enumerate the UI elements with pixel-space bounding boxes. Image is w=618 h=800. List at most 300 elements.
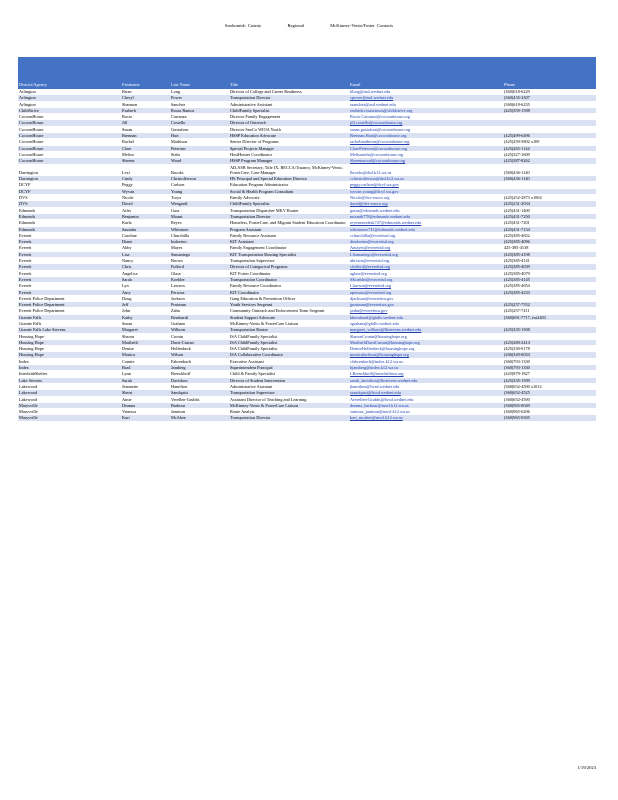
cell-agency: Everett Police Department [18, 295, 121, 301]
cell-firstname: Sherri [121, 390, 170, 396]
cell-firstname: Cheryl [121, 95, 170, 101]
cell-agency: Everett [18, 264, 121, 270]
cell-lastname: Jamison [170, 409, 229, 415]
cell-phone: (425)385-4198 [503, 251, 596, 257]
table-row [18, 415, 596, 421]
cell-lastname: Churchilla [170, 232, 229, 238]
cell-firstname: Rocio [121, 114, 170, 120]
cell-title: Administrative Assistant [229, 383, 349, 389]
cell-firstname: Lexi [121, 164, 170, 176]
cell-agency: CocoonHouse [18, 120, 121, 126]
email-link[interactable]: ssanchez@asd.wednet.edu [350, 101, 396, 107]
email-link[interactable]: Sheenawood@cocoonhouse.org [350, 158, 406, 164]
cell-firstname: Clare [121, 145, 170, 151]
cell-lastname: Hart [170, 133, 229, 139]
cell-agency: Marysville [18, 415, 121, 421]
cell-lastname: Darst-Curran [170, 339, 229, 345]
cell-agency: DCYF [18, 188, 121, 194]
email-link[interactable]: SharonCronin@housinghope.org [350, 333, 407, 339]
column-header-email: Email [349, 57, 503, 89]
email-link[interactable]: nbrown@everettsd.org [350, 258, 390, 264]
email-link[interactable]: cfulford@everettsd.org [350, 264, 391, 270]
cell-lastname: McAbee [170, 415, 229, 421]
cell-lastname: Postman [170, 302, 229, 308]
email-link[interactable]: LBrenckhoff@interfaithwa.org [350, 371, 404, 377]
email-link[interactable]: reyesmendezk747@edmonds.wednet.edu [350, 220, 422, 226]
cell-phone: (360)435-2307 [503, 95, 596, 101]
cell-agency: Housing Hope [18, 333, 121, 339]
cell-firstname: Sheena [121, 158, 170, 164]
cell-agency: Everett [18, 258, 121, 264]
cell-agency: DVS [18, 201, 121, 207]
cell-agency: Index [18, 358, 121, 364]
cell-lastname: Samaniego [170, 251, 229, 257]
cell-firstname: Connie [121, 358, 170, 364]
cell-firstname: Peggy [121, 182, 170, 188]
cell-firstname: Lyn [121, 283, 170, 289]
cell-phone: (425)499-6496 [503, 133, 596, 139]
cell-agency: Arlington [18, 101, 121, 107]
cell-lastname: Wilson [170, 352, 229, 358]
cell-title: Special Projects Manager [229, 145, 349, 151]
cell-phone: (425)879-1827 [503, 371, 596, 377]
email-link[interactable]: sarah_davidson@lkstevens.wednet.edu [350, 377, 418, 383]
cell-title: HS Principal and Special Education Director [229, 176, 349, 182]
cell-lastname: Indovino [170, 239, 229, 245]
cell-lastname: Brenckhoff [170, 371, 229, 377]
cell-lastname: Hamilton [170, 383, 229, 389]
cell-lastname: Gustafson [170, 126, 229, 132]
cell-title: Education Program Administrator [229, 182, 349, 188]
cell-lastname: Jackson [170, 295, 229, 301]
cell-email [349, 164, 503, 176]
cell-phone: (360)652-4525 [503, 390, 596, 396]
cell-title: ISA Collaborative Coordinator [229, 352, 349, 358]
cell-phone: (425)257-7411 [503, 308, 596, 314]
document-title: McKinney-Vento/Foster Contacts [330, 23, 394, 28]
cell-firstname: Lynn [121, 371, 170, 377]
email-link[interactable]: MaribethDarstCurran@housinghope.org [350, 339, 420, 345]
cell-firstname: Shannon [121, 101, 170, 107]
cell-phone: (360)436-1140 [503, 164, 596, 176]
cell-title: ISA ChildFamily Specialist [229, 346, 349, 352]
cell-phone: (425)431-7201 [503, 220, 596, 226]
cell-phone: (425)280-2414 [503, 339, 596, 345]
cell-lastname: Jamberg [170, 365, 229, 371]
cell-agency: Everett [18, 239, 121, 245]
cell-lastname: Whitmore [170, 226, 229, 232]
cell-title: McKinney-Vento & FosterCare Liaison [229, 320, 349, 326]
cell-agency: Lakewood [18, 396, 121, 402]
cell-phone: (425)385-4233 [503, 289, 596, 295]
cell-lastname: Petersen [170, 145, 229, 151]
cell-agency: CocoonHouse [18, 151, 121, 157]
cell-agency: CocoonHouse [18, 114, 121, 120]
table-body [18, 89, 596, 421]
cell-agency: Arlington [18, 95, 121, 101]
cell-title: Director SnoCo WIOA Youth [229, 126, 349, 132]
email-link[interactable]: Amayes@everettsd.org [350, 245, 391, 251]
cell-title: Transportation Director [229, 95, 349, 101]
cell-lastname: Rosas Ramos [170, 107, 229, 113]
cell-agency: Edmonds [18, 213, 121, 219]
cell-agency: Granite Falls [18, 320, 121, 326]
cell-phone: 425-385-4138 [503, 245, 596, 251]
cell-phone: (360)652-4500 [503, 396, 596, 402]
cell-lastname: Young [170, 188, 229, 194]
email-link[interactable]: LSamaniego@everettsd.org [350, 251, 398, 257]
email-link[interactable]: kari_mcabee@msvl.k12.wa.us [350, 415, 403, 421]
email-link[interactable]: vanessa_jamison@msvl.k12.wa.us [350, 409, 410, 415]
cell-title: ChildFamily Specialist [229, 107, 349, 113]
cell-phone: (425)257-7552 [503, 302, 596, 308]
cell-firstname: Abby [121, 245, 170, 251]
cell-title: Director of Outreach [229, 120, 349, 126]
cell-phone: (425)385-4079 [503, 270, 596, 276]
cell-title: Director Family Engagement [229, 114, 349, 120]
cell-phone: (425)359-1598 [503, 107, 596, 113]
cell-firstname: Arlet [121, 207, 170, 213]
cell-lastname: Lawson [170, 283, 229, 289]
email-link[interactable]: cchristofferson@dsd.k12.wa.us [350, 176, 405, 182]
cell-firstname: Chris [121, 264, 170, 270]
cell-phone: (425)385-4141 [503, 258, 596, 264]
cell-phone: (425)330-0178 [503, 346, 596, 352]
cell-firstname: Brian [121, 89, 170, 95]
email-link[interactable]: DeniseHollenbeck@housinghope.org [350, 346, 415, 352]
email-link[interactable]: bjamberg@index.k12.wa.us [350, 365, 399, 371]
cell-agency: CocoonHouse [18, 145, 121, 151]
cell-phone: (425)431-7250 [503, 213, 596, 219]
email-link[interactable]: cfahrenbach@index.k12.wa.us [350, 358, 403, 364]
cell-agency: Granite Falls [18, 314, 121, 320]
cell-title: Senior Director of Programs [229, 139, 349, 145]
cell-phone: (360)793-1330 [503, 358, 596, 364]
cell-lastname: Graham [170, 320, 229, 326]
cell-title: Transportation Director [229, 213, 349, 219]
cell-title: Student Support Advocate [229, 314, 349, 320]
cell-phone: (425)431-1400 [503, 207, 596, 213]
cell-lastname: Power [170, 95, 229, 101]
email-link[interactable]: djackson@everettwa.gov [350, 295, 394, 301]
cell-agency: Everett [18, 270, 121, 276]
email-link[interactable]: aglase@everettsd.org [350, 270, 387, 276]
cell-firstname: Brad [121, 365, 170, 371]
cell-phone: (425)385-4039 [503, 264, 596, 270]
cell-title: Child & Family Specialist [229, 371, 349, 377]
cell-agency: Housing Hope [18, 346, 121, 352]
cell-title: Transportation Director [229, 415, 349, 421]
email-link[interactable]: whitmores741@edmonds.wednet.edu [350, 226, 415, 232]
cell-lastname: Brown [170, 258, 229, 264]
cell-phone: (360)965-0049 [503, 402, 596, 408]
cell-lastname: Glase [170, 270, 229, 276]
cell-lastname: Sanchez [170, 101, 229, 107]
cell-agency: Housing Hope [18, 352, 121, 358]
cell-agency: Index [18, 365, 121, 371]
cell-agency: Everett [18, 289, 121, 295]
column-header-firstname: Firstname [121, 57, 170, 89]
cell-firstname: Lisa [121, 251, 170, 257]
cell-agency: Edmonds [18, 226, 121, 232]
cell-firstname: Margaret [121, 327, 170, 333]
cell-firstname: Nancy [121, 258, 170, 264]
cell-title: Gang Education & Prevention Officer [229, 295, 349, 301]
cell-title: Youth Services Sergeant [229, 302, 349, 308]
cell-title: Director of Categorical Programs [229, 264, 349, 270]
cell-agency: CocoonHouse [18, 158, 121, 164]
email-link[interactable]: gassa@edmonds.wednet.edu [350, 207, 400, 213]
email-link[interactable]: sgraham@gfalls.wednet.edu [350, 320, 399, 326]
cell-firstname: David [121, 201, 170, 207]
cell-agency: CocoonHouse [18, 133, 121, 139]
email-link[interactable]: david@dvs-snoco.org [350, 201, 388, 207]
email-link[interactable]: apersons@everettsd.org [350, 289, 392, 295]
cell-lastname: Sandquist [170, 390, 229, 396]
cell-agency: Lakewood [18, 390, 121, 396]
cell-phone: (425)385-4145 [503, 276, 596, 282]
cell-title: Administrative Assistant [229, 101, 349, 107]
cell-firstname: Maribeth [121, 339, 170, 345]
contacts-table-container [18, 57, 596, 422]
cell-firstname: Amy [121, 289, 170, 295]
cell-agency: Everett [18, 245, 121, 251]
column-header-lastname: Last Name [170, 57, 229, 89]
cell-lastname: Costello [170, 120, 229, 126]
cell-title: McKinney-Vento & FosterCare Liaison [229, 402, 349, 408]
cell-title: Community Outreach and Enforcement Team Sergeant [229, 308, 349, 314]
cell-phone: (360)965-0206 [503, 409, 596, 415]
cell-agency: Everett [18, 251, 121, 257]
cell-phone: (360)436-1140 [503, 176, 596, 182]
email-link[interactable]: lbrooks@dsd.k12.wa.us [350, 169, 392, 175]
email-link[interactable]: jhamilton@lwsd.wednet.edu [350, 383, 400, 389]
email-link[interactable]: Melisastahr@cocoonhouse.org [350, 151, 404, 157]
cell-lastname: Carranza [170, 114, 229, 120]
email-link[interactable]: jill.costello@cocoonhouse.org [350, 120, 403, 126]
cell-firstname: Jill [121, 120, 170, 126]
cell-firstname: Wyvan [121, 188, 170, 194]
cell-phone: (425)335-1508 [503, 327, 596, 333]
cell-agency: Everett [18, 283, 121, 289]
cell-phone: (425)231-2034 [503, 201, 596, 207]
column-header-phone: Phone [503, 57, 596, 89]
cell-firstname: Denise [121, 346, 170, 352]
cell-title: Executive Assistant [229, 358, 349, 364]
email-link[interactable]: margaret_wilborn@lkstevens.wednet.edu [350, 327, 422, 333]
cell-title: Family Advocate [229, 195, 349, 201]
cell-title: Director of College and Career Readiness [229, 89, 349, 95]
cell-firstname: Angelica [121, 270, 170, 276]
cell-phone: (360)652-4500 x1012 [503, 383, 596, 389]
cell-firstname: Cindy [121, 176, 170, 182]
cell-agency: CocoonHouse [18, 139, 121, 145]
cell-title: Transportation Supervisor [229, 258, 349, 264]
cell-title: HSSP Education Advocate [229, 133, 349, 139]
email-link[interactable]: eruberh.rosasramos@childstrive.org [350, 107, 413, 113]
cell-phone: (425)265-1144 [503, 145, 596, 151]
regional-label: Regional [287, 23, 305, 28]
cell-lastname: Hollenbeck [170, 346, 229, 352]
cell-agency: Lake Stevens [18, 377, 121, 383]
cell-email [349, 415, 503, 421]
column-header-agency: District/Agency [18, 57, 121, 89]
cell-lastname: Zahn [170, 308, 229, 314]
email-link[interactable]: dindovino@everettsd.org [350, 239, 394, 245]
cell-agency: DCYF [18, 182, 121, 188]
email-link[interactable]: jpostman@everettwa.gov [350, 302, 394, 308]
cell-title: Family Resource Coordinator [229, 283, 349, 289]
cell-title: AD,ASB Secretary, Title IX, BECCA/Truancy, McKinney-Vento, FosterCare, Case Manager [229, 164, 349, 176]
cell-title: Transportation Supervisor [229, 390, 349, 396]
cell-title: Superintendent Principal [229, 365, 349, 371]
cell-lastname: Cronin [170, 333, 229, 339]
email-link[interactable]: monicabwilson@housinghope.org [350, 352, 409, 358]
cell-lastname: Brooks [170, 164, 229, 176]
cell-lastname: Gass [170, 207, 229, 213]
cell-agency: Granite Falls Lake Stevens [18, 327, 121, 333]
cell-lastname: Troya [170, 195, 229, 201]
email-link[interactable]: wyvan.young@dcyf.wa.gov [350, 188, 399, 194]
table-row [18, 164, 596, 176]
footer-date: 1/19/2023 [577, 765, 596, 770]
cell-firstname: Jeff [121, 302, 170, 308]
county-label: Snohomish County [224, 23, 262, 28]
cell-lastname: Davidson [170, 377, 229, 383]
email-link[interactable]: rachelmathison@cocoonhouse.org [350, 139, 410, 145]
email-link[interactable]: Brennan.Hart@cocoonhouse.org [350, 133, 407, 139]
cell-title: Homeless, FosterCare, and Migrant Student Education Coordinator [229, 220, 349, 226]
cell-firstname: Melisa [121, 151, 170, 157]
cell-firstname: Rachel [121, 139, 170, 145]
cell-phone: (425)252-2873 x1004 [503, 195, 596, 201]
table-header-row [18, 57, 596, 89]
email-link[interactable]: Llawson@everettsd.org [350, 283, 391, 289]
email-link[interactable]: jzahn@everettwa.gov [350, 308, 388, 314]
cell-lastname: Bernhardt [170, 314, 229, 320]
column-header-title: Title [229, 57, 349, 89]
cell-firstname: Doug [121, 295, 170, 301]
email-link[interactable]: ssandquist@lwsd.wednet.edu [350, 390, 401, 396]
cell-lastname: Fahrenbach [170, 358, 229, 364]
email-link[interactable]: cpower@asd.wednet.edu [350, 95, 394, 101]
cell-title: Program Assistant [229, 226, 349, 232]
cell-agency: Edmonds [18, 220, 121, 226]
cell-title: ISA ChildFamily Specialist [229, 339, 349, 345]
cell-lastname: Carlson [170, 182, 229, 188]
email-link[interactable]: Rocio.Carranza@cocoonhouse.org [350, 114, 410, 120]
cell-lastname: Wengardt [170, 201, 229, 207]
cell-phone: (360)965-0305 [503, 415, 596, 421]
cell-title: Transportation Coordinator [229, 276, 349, 282]
cell-agency: Everett [18, 276, 121, 282]
cell-lastname: Verellen-Grubbs [170, 396, 229, 402]
email-link[interactable]: cchurchilla@everettsd.org [350, 232, 396, 238]
email-link[interactable]: SKoehler@everettsd.org [350, 276, 393, 282]
cell-phone: (360)618-6229 [503, 89, 596, 95]
cell-agency: Marysville [18, 409, 121, 415]
cell-lastname: Barbour [170, 402, 229, 408]
cell-lastname: Persons [170, 289, 229, 295]
cell-phone: (360)618-6235 [503, 101, 596, 107]
cell-lastname: Fulford [170, 264, 229, 270]
cell-agency: DVS [18, 195, 121, 201]
cell-title: KIT Coordinator [229, 289, 349, 295]
email-link[interactable]: peggy.carlson@dcyf.wa.gov [350, 182, 399, 188]
email-link[interactable]: kbernhardt@gfalls.wednet.edu [350, 314, 403, 320]
cell-title: HostHomes Coordinator [229, 151, 349, 157]
cell-firstname: Saundra [121, 226, 170, 232]
cell-firstname: Eruberh [121, 107, 170, 113]
cell-title: KIT Assistant [229, 239, 349, 245]
cell-agency: Everett Police Department [18, 308, 121, 314]
cell-phone: (425)327-1609 [503, 151, 596, 157]
cell-agency: Housing Hope [18, 339, 121, 345]
cell-title: HSSP Program Manager [229, 158, 349, 164]
cell-phone: (206)349-6054 [503, 352, 596, 358]
cell-firstname: Deanna [121, 402, 170, 408]
cell-firstname: Kari [121, 415, 170, 421]
cell-firstname: Susan [121, 126, 170, 132]
cell-lastname: Wood [170, 158, 229, 164]
cell-firstname: Diane [121, 239, 170, 245]
cell-firstname: John [121, 308, 170, 314]
cell-agency: Arlington [18, 89, 121, 95]
cell-lastname: Mayes [170, 245, 229, 251]
cell-title: Transportation Router [229, 327, 349, 333]
cell-firstname: Caroline [121, 232, 170, 238]
email-link[interactable]: ClarePetersen@cocoonhouse.org [350, 145, 407, 151]
cell-title: Family Engagement Coordinator [229, 245, 349, 251]
cell-agency: ChildStrive [18, 107, 121, 113]
cell-title: Assistant Director of Teaching and Learning [229, 396, 349, 402]
cell-lastname: Mathison [170, 139, 229, 145]
cell-agency: Lakewood [18, 383, 121, 389]
cell-firstname: Susan [121, 320, 170, 326]
cell-lastname: Reyes [170, 220, 229, 226]
cell-phone: (360)691-7717, ext2403 [503, 314, 596, 320]
cell-title: Route Analyst [229, 409, 349, 415]
cell-lastname: Koehler [170, 276, 229, 282]
cell-agency: CocoonHouse [18, 126, 121, 132]
cell-agency: Marysville [18, 402, 121, 408]
email-link[interactable]: Averellen-Grubbs@lwsd.wednet.edu [350, 396, 414, 402]
cell-title: KIT Foster Coordinator [229, 270, 349, 276]
cell-agency: Everett [18, 232, 121, 238]
cell-phone: (425)385-4096 [503, 239, 596, 245]
email-link[interactable]: blong@asd.wednet.edu [350, 89, 391, 94]
cell-firstname: Sarah [121, 276, 170, 282]
cell-lastname: Stahr [170, 151, 229, 157]
cell-firstname: Karla [121, 220, 170, 226]
cell-phone: (425)259-5802 x109 [503, 139, 596, 145]
email-link[interactable]: deanna_barbour@msvl.k12.wa.us [350, 402, 409, 408]
cell-firstname: Kathy [121, 314, 170, 320]
email-link[interactable]: Nicole@dvs-snoco.org [350, 195, 390, 201]
email-link[interactable]: mountb778@edmonds.wednet.edu [350, 213, 410, 219]
cell-title: ISA ChildFamily Specialist [229, 333, 349, 339]
cell-phone: (425)385-4654 [503, 283, 596, 289]
cell-title: Social & Health Program Consultant [229, 188, 349, 194]
cell-title: Director of Student Intervention [229, 377, 349, 383]
cell-lastname: Christofferson [170, 176, 229, 182]
cell-agency: Darrington [18, 164, 121, 176]
cell-title: Transportation Dispatcher MKV Router [229, 207, 349, 213]
cell-agency: Everett Police Department [18, 302, 121, 308]
cell-phone: (425)385-4652 [503, 232, 596, 238]
email-link[interactable]: susan.gustafson@cocoonhouse.org [350, 126, 411, 132]
page-title [0, 23, 618, 28]
